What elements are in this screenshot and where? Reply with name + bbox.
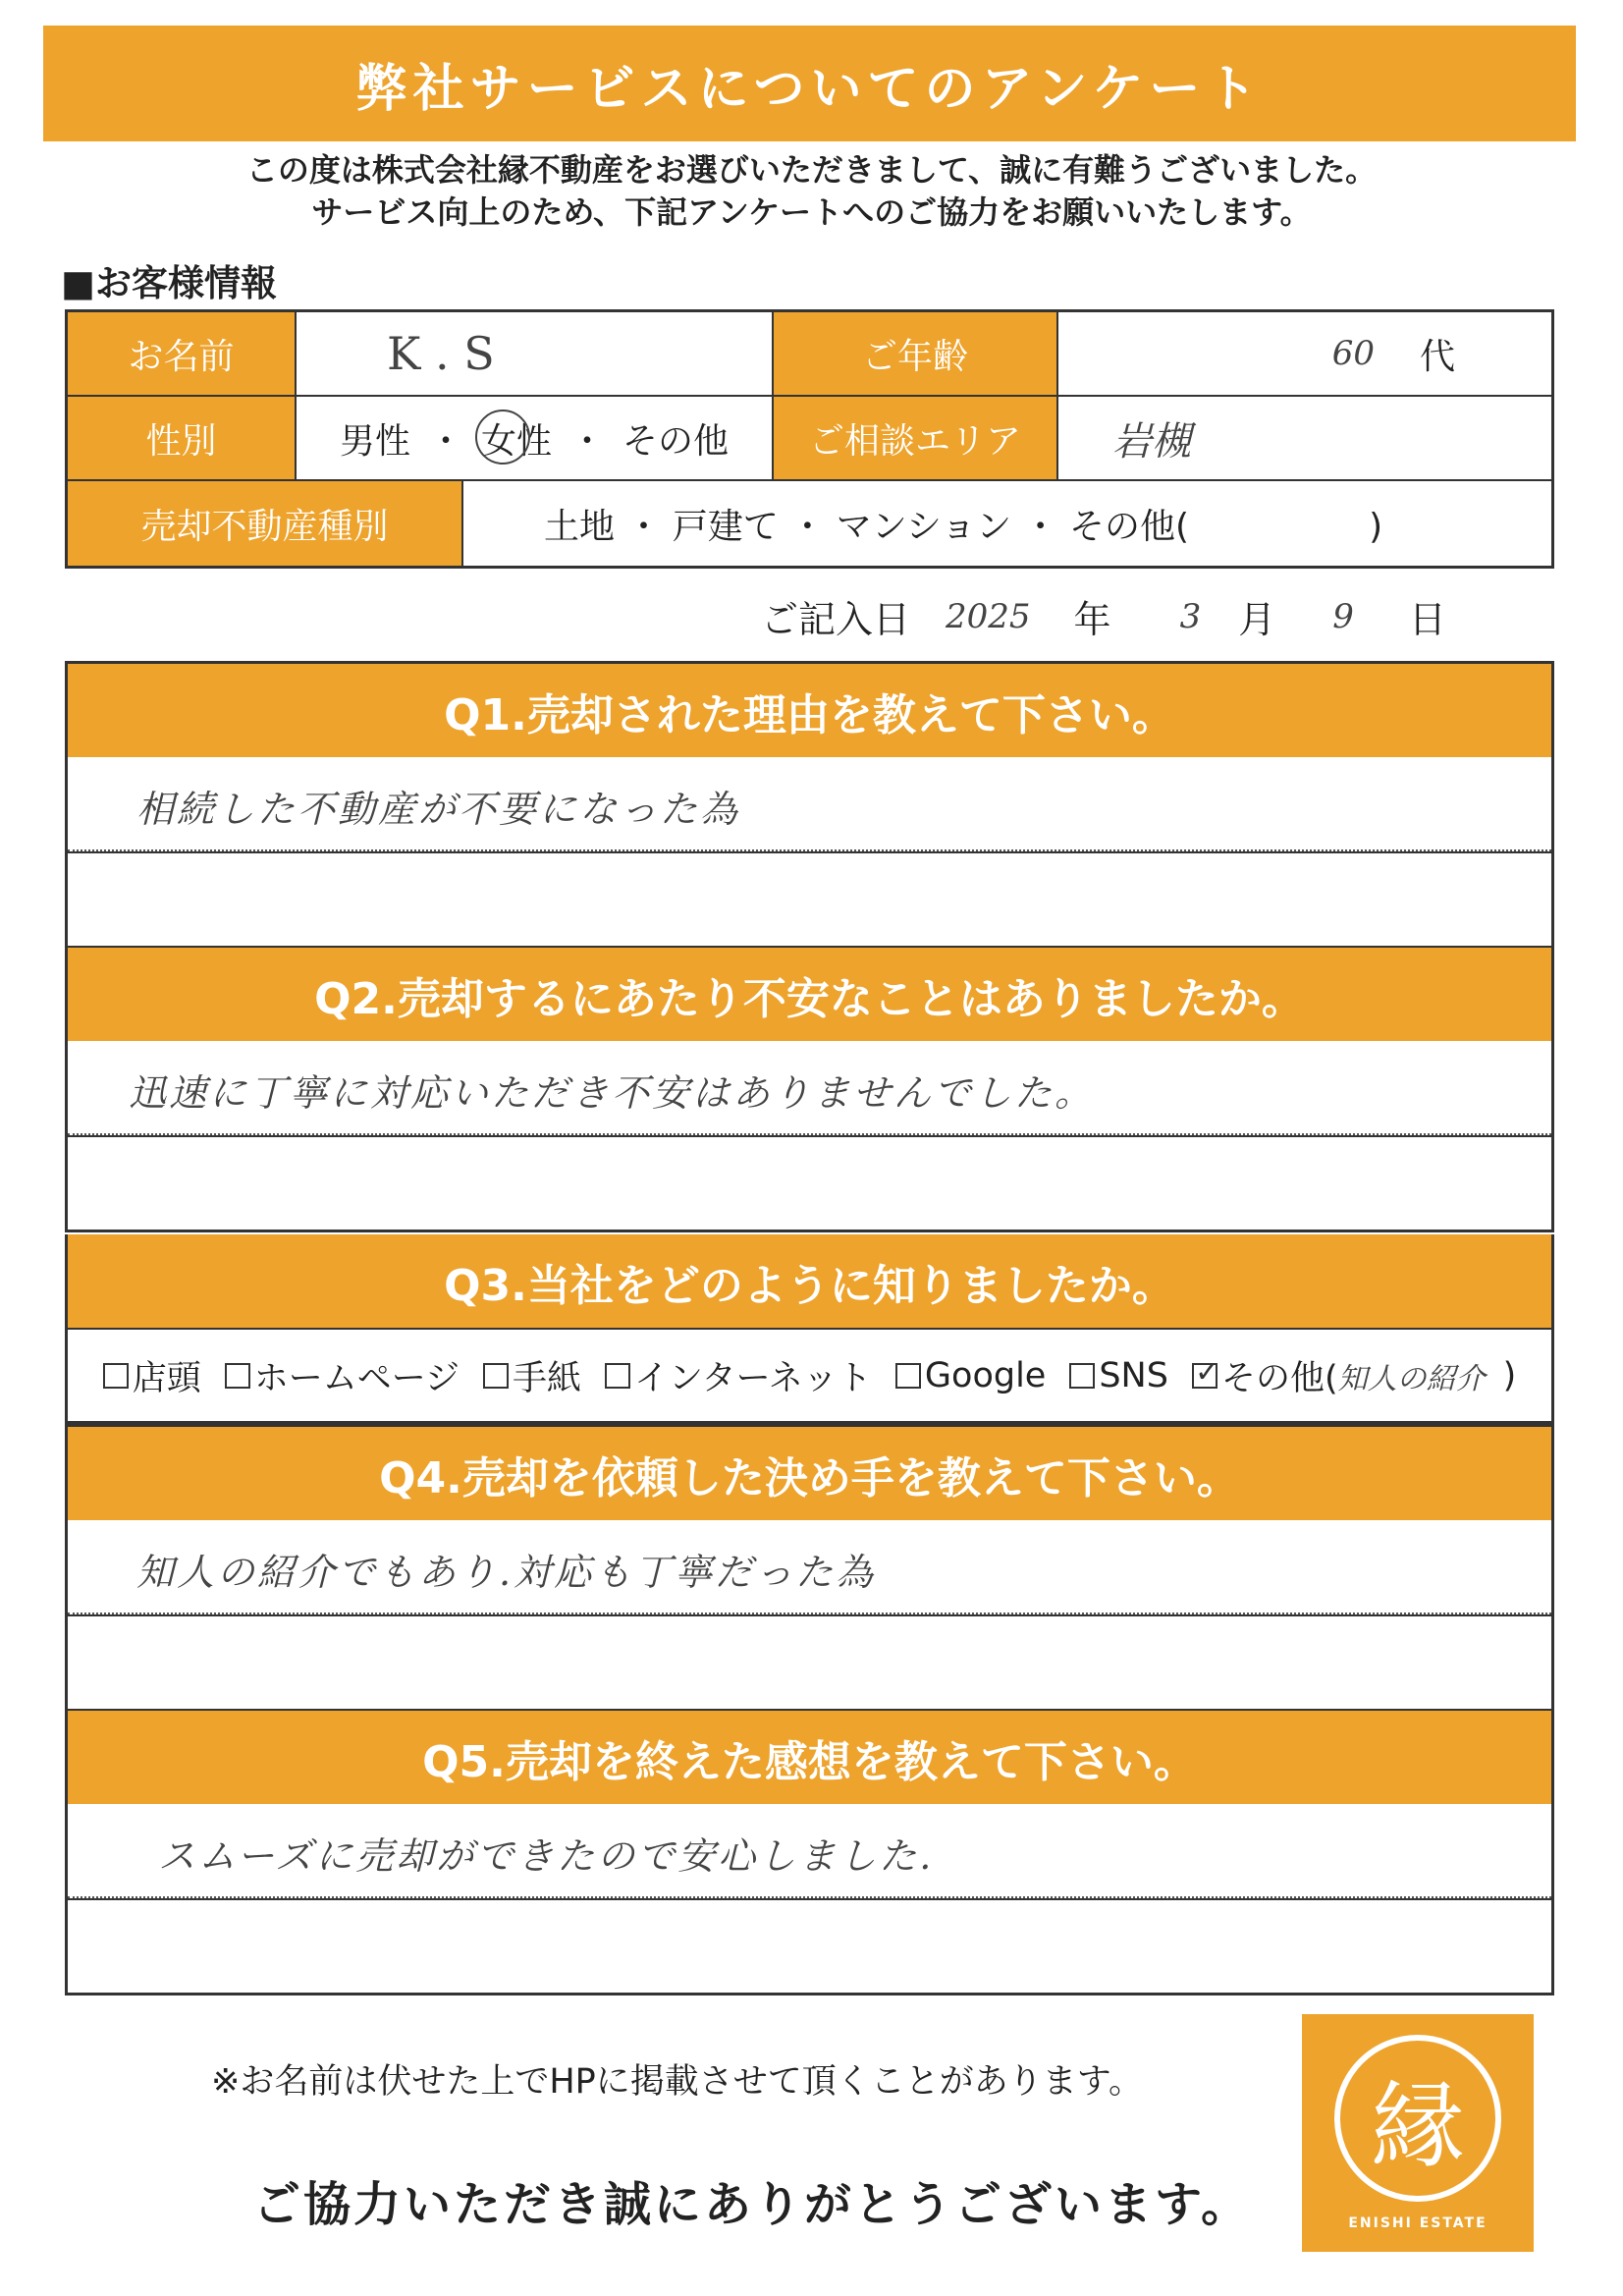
gender-separator: ・ [569,420,606,462]
entry-date [761,589,1446,643]
age-label: ご年齢 [774,312,1058,395]
option-other[interactable] [1192,1351,1516,1400]
question-5-answer-area[interactable] [68,1804,1551,1993]
age-field[interactable] [1058,312,1551,395]
date-year[interactable]: 2025 [946,596,1031,636]
option-label: ホームページ [253,1358,460,1398]
question-1-answer: 相続した不動産が不要になった為 [136,788,741,831]
option-google[interactable] [895,1356,1046,1395]
gender-option-female-label: 女性 [480,420,552,462]
date-year-unit: 年 [1073,598,1111,641]
checkbox[interactable] [1069,1363,1095,1389]
area-value[interactable]: 岩槻 [1112,418,1191,465]
property-type-label: 売却不動産種別 [68,481,463,566]
survey-title: 弊社サービスについてのアンケート [43,26,1576,141]
info-row-gender-area [68,397,1551,481]
logo-text: ENISHI ESTATE [1348,2215,1488,2231]
age-value: 60 [1331,334,1375,373]
question-4 [65,1424,1554,1712]
question-3 [65,1234,1554,1424]
info-row-property-type [68,481,1551,566]
intro-text [0,149,1623,234]
answer-line [68,1135,1551,1230]
thanks-message: ご協力いただき誠にありがとうございます。 [253,2177,1252,2232]
checkbox-checked[interactable] [1192,1363,1217,1389]
question-1-answer-area[interactable] [68,757,1551,946]
option-homepage[interactable] [225,1351,460,1400]
gender-options[interactable] [297,397,774,479]
answer-line [68,1898,1551,1993]
date-month[interactable]: 3 [1179,596,1202,636]
answer-line [68,1614,1551,1709]
logo-emblem: 縁 [1334,2035,1501,2202]
question-4-answer: 知人の紹介でもあり.対応も丁寧だった為 [136,1551,877,1594]
question-3-options [68,1328,1551,1421]
gender-option-male[interactable]: 男性 [339,420,410,462]
intro-line-1: この度は株式会社縁不動産をお選びいただきまして、誠に有難うございました。 [245,151,1378,189]
option-label: インターネット [634,1358,872,1398]
date-label: ご記入日 [761,598,911,641]
checkbox[interactable] [895,1363,921,1389]
date-day[interactable]: 9 [1332,596,1354,636]
option-storefront[interactable] [103,1351,201,1400]
checkbox[interactable] [483,1363,509,1389]
question-2-title: Q2.売却するにあたり不安なことはありましたか。 [68,948,1551,1041]
option-internet[interactable] [605,1351,872,1400]
area-label: ご相談エリア [774,397,1058,479]
gender-option-female[interactable] [481,413,552,464]
answer-line [68,851,1551,946]
date-day-unit: 日 [1408,598,1446,641]
info-row-name-age [68,312,1551,397]
name-label: お名前 [68,312,297,395]
option-sns[interactable] [1069,1356,1168,1395]
gender-separator: ・ [427,420,463,462]
gender-option-other[interactable]: その他 [622,420,730,462]
publication-note: ※お名前は伏せた上でHPに掲載させて頂くことがあります。 [211,2062,1143,2102]
question-2-answer-area[interactable] [68,1041,1551,1230]
option-label: 店頭 [132,1358,201,1398]
question-3-title: Q3.当社をどのように知りましたか。 [68,1234,1551,1328]
option-other-close: ) [1502,1355,1517,1395]
option-label: 手紙 [513,1358,582,1398]
customer-info-table [65,309,1554,569]
checkbox[interactable] [605,1363,630,1389]
option-label: その他( [1220,1358,1338,1398]
question-5 [65,1711,1554,1995]
option-label: Google [924,1355,1047,1395]
selected-circle-mark [475,410,530,465]
customer-info-heading: ■お客様情報 [61,262,277,304]
company-logo [1302,2014,1534,2252]
age-unit: 代 [1419,336,1455,377]
question-4-answer-area[interactable] [68,1520,1551,1709]
property-type-options[interactable]: 土地 ・ 戸建て ・ マンション ・ その他( ) [544,506,1383,547]
checkbox[interactable] [103,1363,129,1389]
question-1-title: Q1.売却された理由を教えて下さい。 [68,664,1551,757]
intro-line-2: サービス向上のため、下記アンケートへのご協力をお願いいたします。 [311,193,1312,231]
question-2 [65,948,1554,1232]
question-5-title: Q5.売却を終えた感想を教えて下さい。 [68,1711,1551,1804]
question-1 [65,661,1554,949]
question-2-answer: 迅速に丁寧に対応いただき不安はありませんでした。 [129,1071,1096,1115]
option-other-value[interactable]: 知人の紹介 [1337,1361,1486,1396]
option-letter[interactable] [483,1351,581,1400]
gender-label: 性別 [68,397,297,479]
question-4-title: Q4.売却を依頼した決め手を教えて下さい。 [68,1427,1551,1520]
checkbox[interactable] [225,1363,250,1389]
question-5-answer: スムーズに売却ができたので安心しました. [158,1834,935,1878]
date-month-unit: 月 [1238,598,1276,641]
option-label: SNS [1099,1355,1168,1395]
name-value[interactable]: K . S [297,312,774,395]
